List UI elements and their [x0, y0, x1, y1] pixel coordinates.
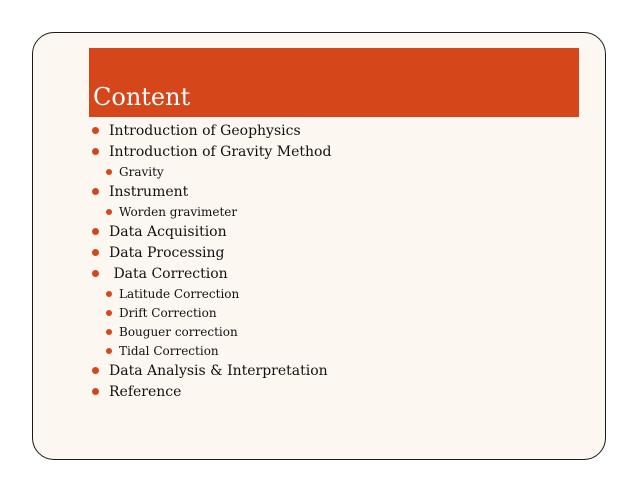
list-item-text: Introduction of Gravity Method — [109, 143, 332, 160]
bullet-icon — [106, 169, 112, 175]
bullet-icon — [92, 367, 99, 374]
list-item — [92, 263, 572, 284]
bullet-icon — [92, 388, 99, 395]
bullet-icon — [106, 291, 112, 297]
bullet-icon — [92, 148, 99, 155]
bullet-icon — [92, 249, 99, 256]
list-item-text: Introduction of Geophysics — [109, 122, 301, 139]
bullet-icon — [92, 188, 99, 195]
sub-list-item — [92, 322, 572, 341]
list-item-text: Instrument — [109, 183, 189, 200]
sub-list-item — [92, 202, 572, 221]
sub-list-item — [92, 303, 572, 322]
list-item — [92, 360, 572, 381]
sub-list-item — [92, 284, 572, 303]
list-item-text: Tidal Correction — [119, 343, 219, 358]
bullet-icon — [106, 329, 112, 335]
list-item-text: Drift Correction — [119, 305, 217, 320]
list-item-text: Latitude Correction — [119, 286, 240, 301]
sub-list-item — [92, 341, 572, 360]
title-band — [89, 48, 579, 117]
bullet-icon — [92, 127, 99, 134]
list-item-text: Bouguer correction — [119, 324, 238, 339]
list-item-text: Reference — [109, 383, 182, 400]
content-list — [92, 120, 572, 402]
list-item — [92, 242, 572, 263]
list-item-text: Gravity — [119, 164, 164, 179]
list-item — [92, 181, 572, 202]
list-item-text: Data Processing — [109, 244, 225, 261]
list-item — [92, 120, 572, 141]
bullet-icon — [92, 270, 99, 277]
list-item — [92, 221, 572, 242]
list-item-text: Data Analysis & Interpretation — [109, 362, 328, 379]
list-item-text: Data Acquisition — [109, 223, 227, 240]
list-item — [92, 381, 572, 402]
list-item-text: Data Correction — [109, 265, 228, 282]
bullet-icon — [106, 348, 112, 354]
list-item — [92, 141, 572, 162]
sub-list-item — [92, 162, 572, 181]
slide-title: Content — [93, 83, 191, 111]
bullet-icon — [92, 228, 99, 235]
list-item-text: Worden gravimeter — [119, 204, 238, 219]
bullet-icon — [106, 209, 112, 215]
bullet-icon — [106, 310, 112, 316]
